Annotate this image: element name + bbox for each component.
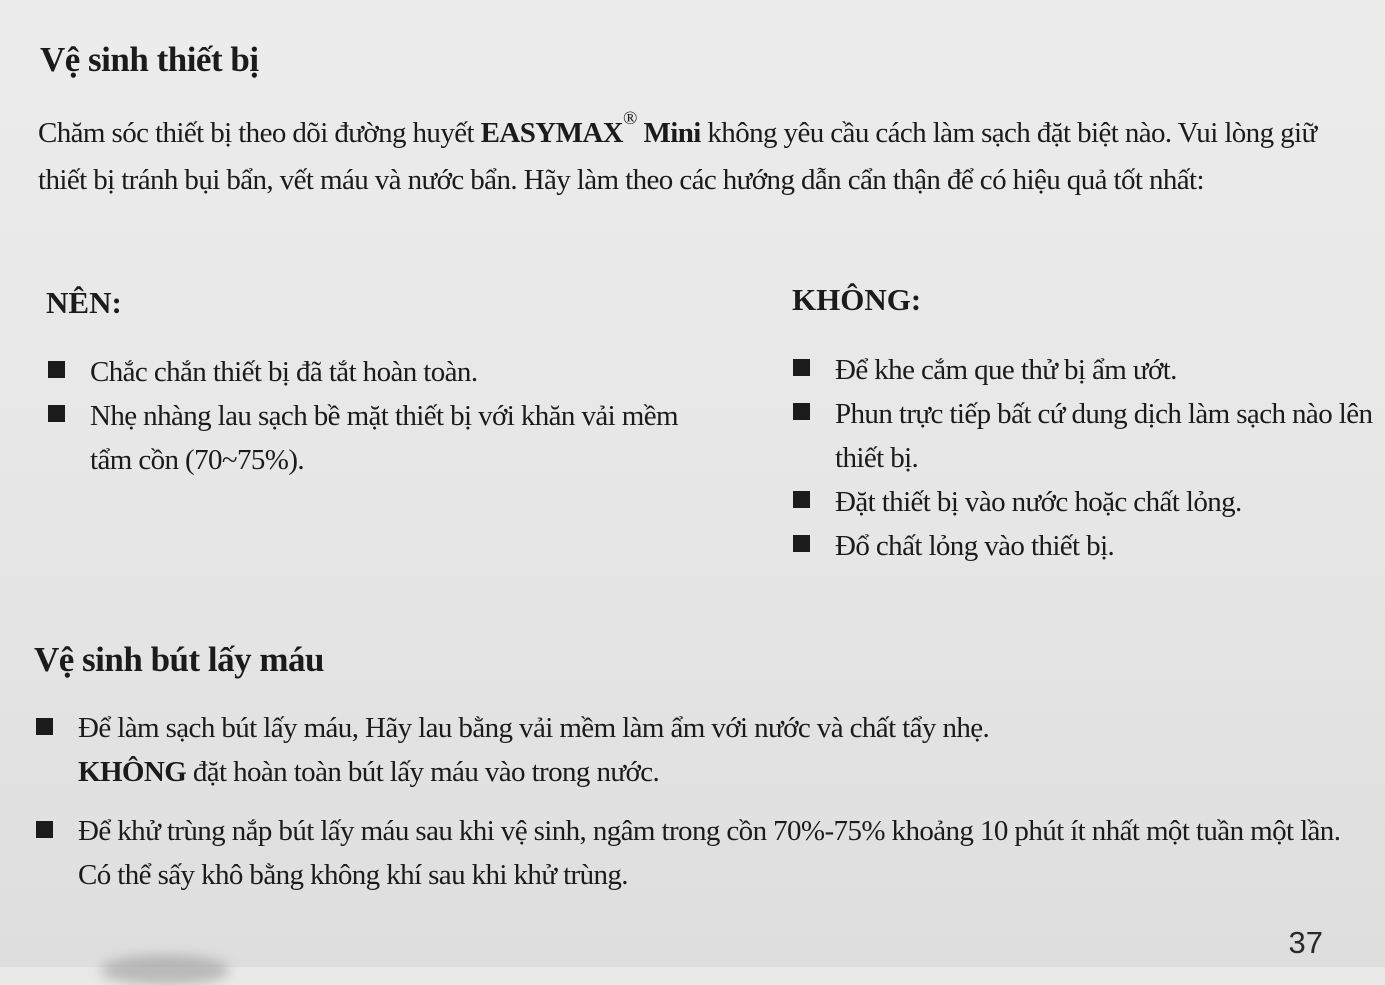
square-bullet-icon	[48, 361, 65, 378]
square-bullet-icon	[36, 718, 53, 735]
page-number: 37	[1288, 925, 1323, 960]
list-item-text: Đặt thiết bị vào nước hoặc chất lỏng.	[835, 486, 1242, 518]
list-item	[790, 348, 1380, 392]
dont-list	[790, 348, 1380, 568]
list-item-text: Để khử trùng nắp bút lấy máu sau khi vệ sinh, ngâm trong cồn 70%-75% khoảng 10 phút ít nhất một tuần một lần. Có thể sấy khô bằng không khí sau khi khử trùng.	[78, 815, 1341, 891]
do-heading: NÊN:	[46, 285, 122, 320]
list-item-text: Nhẹ nhàng lau sạch bề mặt thiết bị với khăn vải mềm tẩm cồn (70~75%).	[90, 400, 678, 476]
intro-paragraph	[38, 110, 1358, 204]
list-item	[45, 394, 685, 482]
thumb-shadow	[100, 955, 230, 985]
list-item-text: Phun trực tiếp bất cứ dung dịch làm sạch nào lên thiết bị.	[835, 398, 1373, 474]
model-name: Mini	[636, 117, 701, 149]
list-item	[790, 392, 1380, 480]
square-bullet-icon	[793, 359, 810, 376]
list-item	[790, 480, 1380, 524]
section-title-lancet-cleaning: Vệ sinh bút lấy máu	[34, 640, 325, 679]
square-bullet-icon	[36, 821, 53, 838]
square-bullet-icon	[793, 403, 810, 420]
dont-heading: KHÔNG:	[792, 282, 922, 317]
square-bullet-icon	[793, 535, 810, 552]
registered-mark: ®	[623, 108, 637, 129]
lancet-list	[33, 706, 1353, 912]
list-item-text: Chắc chắn thiết bị đã tắt hoàn toàn.	[90, 356, 478, 388]
list-item	[790, 524, 1380, 568]
list-item-text: Để khe cắm que thử bị ẩm ướt.	[835, 354, 1177, 386]
list-item-text: Đổ chất lỏng vào thiết bị.	[835, 530, 1115, 562]
do-list	[45, 350, 685, 482]
list-item-text: Để làm sạch bút lấy máu, Hãy lau bằng vải mềm làm ẩm với nước và chất tẩy nhẹ.	[78, 712, 990, 744]
list-item	[33, 809, 1353, 897]
brand-name: EASYMAX	[480, 117, 624, 149]
list-item-text: đặt hoàn toàn bút lấy máu vào trong nước.	[186, 756, 660, 788]
square-bullet-icon	[48, 405, 65, 422]
section-title-device-cleaning: Vệ sinh thiết bị	[40, 40, 259, 79]
list-item	[45, 350, 685, 394]
intro-text-start: Chăm sóc thiết bị theo dõi đường huyết	[38, 117, 481, 149]
list-item-emphasis: KHÔNG	[78, 756, 187, 788]
intro-text-end: không yêu cầu cách làm sạch đặt biệt nào. Vui lòng giữ thiết bị tránh bụi bẩn, vết máu và nước bẩn. Hãy làm theo các hướng dẫn cẩn thận để có hiệu quả tốt nhất:	[38, 117, 1317, 196]
square-bullet-icon	[793, 491, 810, 508]
list-item	[33, 706, 1353, 794]
